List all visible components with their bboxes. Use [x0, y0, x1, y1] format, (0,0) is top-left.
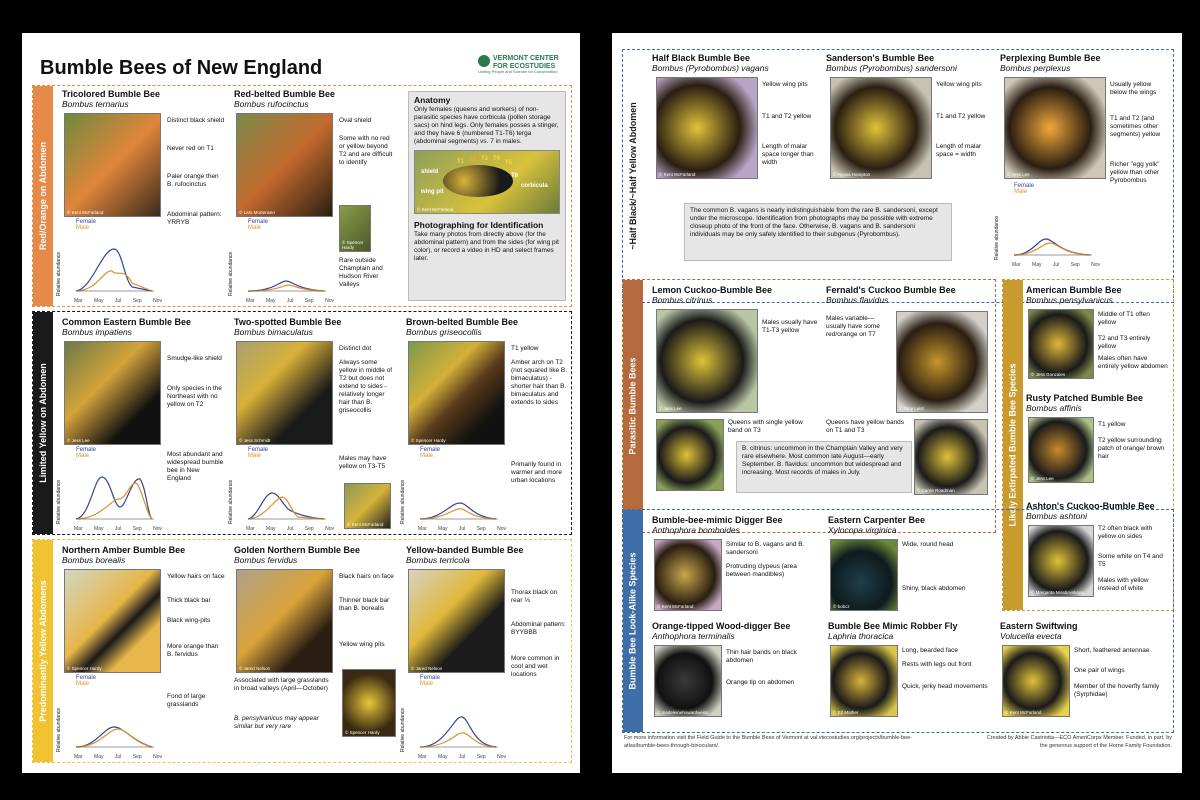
species-name: Northern Amber Bumble Bee: [62, 545, 186, 555]
note: Quick, jerky head movements: [902, 683, 988, 690]
species-sci-name: Volucella evecta: [1000, 631, 1062, 641]
curves: [228, 447, 334, 532]
note: Smudge-like shield: [167, 355, 222, 362]
bee-illustration: [443, 165, 513, 197]
species-card: [228, 89, 399, 304]
phenology-chart: Female Male Relative abundance Mar May Jul Sep Nov: [400, 675, 506, 760]
species-sci-name: Anthophora bomboides: [652, 525, 740, 535]
note: B. pensylvanicus may appear similar but very rare: [234, 715, 319, 730]
species-name: Rusty Patched Bumble Bee: [1026, 393, 1144, 403]
species-photo: © Kent McFarland: [654, 539, 722, 611]
band-label: Likely Extirpated Bumble Bee Species: [1003, 280, 1023, 610]
note: Short, feathered antennae: [1074, 647, 1150, 654]
note: Distinct dot: [339, 345, 372, 352]
note: More common in cool and wet locations: [511, 655, 560, 678]
note: Wide, round head: [902, 541, 954, 548]
species-sci-name: Bombus flavidus: [826, 295, 889, 305]
species-sci-name: Bombus ashtoni: [1026, 511, 1087, 521]
note: Usually yellow below the wings: [1110, 81, 1157, 96]
species-card: [56, 545, 227, 760]
species-name: Fernald's Cuckoo Bumble Bee: [826, 285, 956, 295]
note: Queens with single yellow band on T3: [728, 419, 803, 434]
species-name: Common Eastern Bumble Bee: [62, 317, 192, 327]
species-card: [228, 317, 399, 532]
note: T1 yellow: [1098, 421, 1126, 428]
species-name: Brown-belted Bumble Bee: [406, 317, 519, 327]
note: More orange than B. fervidus: [167, 643, 219, 658]
logo-tagline: Uniting People and Science for Conservation: [478, 69, 558, 75]
note: Similar to B. vagans and B. sandersoni: [726, 541, 805, 556]
species-card: [56, 317, 227, 532]
note: Primarily found in warmer and more urban locations: [511, 461, 562, 484]
band-label: Bumble Bee Look-Alike Species: [623, 510, 643, 732]
species-photo: © madeleinehowardweiss: [654, 645, 722, 717]
note: Thin hair bands on black abdomen: [726, 649, 797, 664]
species-sci-name: Bombus ternarius: [62, 99, 129, 109]
note: One pair of wings: [1074, 667, 1125, 674]
anatomy-text: Only females (queens and workers) of non-parasitic species have corbicula (pollen storage sacs) on hind legs. Only females posses a stinger, and they have 6 (numbered T1-T6) terga (abdominal segments) vs. 7 in males.: [414, 105, 559, 146]
species-photo: © Margarita Mirabovskaya: [1028, 525, 1094, 597]
species-card: [400, 545, 571, 760]
species-card: [1026, 393, 1172, 497]
y-axis-label: Relative abundance: [56, 251, 62, 296]
note: T2 yellow surrounding patch of orange/ brown hair: [1098, 437, 1165, 460]
note: Some white on T4 and T5: [1098, 553, 1163, 568]
note: Thick black bar: [167, 597, 211, 604]
curves: [56, 447, 162, 532]
species-photo: © Jared Nelson: [408, 569, 505, 673]
note: Length of malar space = width: [936, 143, 982, 158]
species-sci-name: Bombus terricola: [406, 555, 470, 565]
species-sci-name: Bombus affinis: [1026, 403, 1082, 413]
curves: [400, 675, 506, 760]
phenology-chart: Female Male Relative abundance Mar May Jul Sep Nov: [994, 183, 1100, 268]
phenology-chart: Female Male Relative abundance Mar May Jul Sep Nov: [56, 675, 162, 760]
species-name: Perplexing Bumble Bee: [1000, 53, 1101, 63]
note: Abdominal pattern: YRRYB: [167, 211, 222, 226]
legend-female: Female: [76, 219, 97, 225]
species-photo: © Jess Schmidt: [236, 341, 333, 445]
band-label: ~Half Black/~Half Yellow Abdomen: [623, 50, 643, 302]
phenology-chart: Female Male Relative abundance Mar May Jul Sep Nov: [56, 219, 162, 304]
anatomy-box: [408, 91, 566, 301]
species-card: [652, 621, 824, 727]
note: Fond of large grasslands: [167, 693, 206, 708]
note: Queens have yellow bands on T1 and T3: [826, 419, 905, 434]
photo-text: Take many photos from directly above (for the abdominal pattern) and from the sides (for wing pit color), or record a video in HD and select frames later.: [414, 230, 559, 263]
species-name: Ashton's Cuckoo-Bumble Bee: [1026, 501, 1155, 511]
page-2: [612, 33, 1182, 773]
note: Black hairs on face: [339, 573, 394, 580]
species-sci-name: Bombus perplexus: [1000, 63, 1071, 73]
species-photo: © Lars Mortensen: [236, 113, 333, 217]
note: Rests with legs out front: [902, 661, 972, 668]
note: Yellow wing pits: [339, 641, 385, 648]
species-card: [1026, 501, 1172, 607]
species-name: Tricolored Bumble Bee: [62, 89, 161, 99]
species-card: [56, 89, 227, 304]
note: Orange tip on abdomen: [726, 679, 795, 686]
note: Amber arch on T2 (not squared like B. bimaculatus) - shorter hair than B. bimaculatus and extends to sides: [511, 359, 568, 406]
parasite-note: B. citrinus: uncommon in the Champlain Valley and very rare elsewhere. Most common late August—early September. B. flavidus: uncommon but widespread and increasing. Most records of males in July.: [736, 441, 912, 493]
logo-line2: FOR ECOSTUDIES: [493, 62, 556, 70]
species-sci-name: Bombus fervidus: [234, 555, 298, 565]
species-card: [826, 53, 991, 203]
note: Distinct black shield: [167, 117, 225, 124]
note: Always some yellow in middle of T2 but does not extend to sides - relatively longer hair than B. griseocollis: [339, 359, 393, 414]
species-card: [652, 53, 817, 203]
vce-logo-icon: [478, 55, 490, 67]
vce-logo: [478, 55, 570, 75]
phenology-chart: Female Male Relative abundance Mar May Jul Sep Nov: [228, 219, 334, 304]
species-card: [1000, 621, 1172, 727]
note: Yellow hairs on face: [167, 573, 225, 580]
note: Never red on T1: [167, 145, 214, 152]
species-photo-2: [656, 419, 724, 491]
species-photo: © Jess Lee: [656, 309, 758, 413]
species-sci-name: Bombus citrinus: [652, 295, 713, 305]
species-sci-name: Bombus (Pyrobombus) sandersoni: [826, 63, 957, 73]
note: T1 and T2 yellow: [762, 113, 812, 120]
species-sci-name: Bombus pensylvanicus: [1026, 295, 1113, 305]
species-card: [828, 515, 994, 619]
species-photo: © Jess Lee: [1028, 417, 1094, 483]
species-name: Two-spotted Bumble Bee: [234, 317, 342, 327]
species-sci-name: Bombus bimaculatus: [234, 327, 313, 337]
species-name: Yellow-banded Bumble Bee: [406, 545, 524, 555]
note: Only species in the Northeast with no yellow on T2: [167, 385, 222, 408]
note: Long, bearded face: [902, 647, 959, 654]
note: Length of malar space longer than width: [762, 143, 814, 166]
note: Males often have entirely yellow abdomen: [1098, 355, 1168, 370]
note: T1 and T2 yellow: [936, 113, 986, 120]
footer-right: Created by Abbie Castriotta—ECO AmeriCorps Member. Funded, in part, by the generous support of the Horne Family Foundation.: [986, 735, 1172, 749]
species-name: Bumble Bee Mimic Robber Fly: [828, 621, 958, 631]
band-label: Parasitic Bumble Bees: [623, 280, 643, 532]
species-card: [828, 621, 994, 727]
page-title: Bumble Bees of New England: [40, 57, 323, 79]
note: Males variable—usually have some red/orange on T7: [826, 315, 880, 338]
note: T1 yellow: [511, 345, 539, 352]
species-photo: © Jess Lee: [1004, 77, 1106, 179]
species-name: Lemon Cuckoo-Bumble Bee: [652, 285, 773, 295]
phenology-chart: Female Male Relative abundance Mar May Jul Sep Nov: [400, 447, 506, 532]
species-name: American Bumble Bee: [1026, 285, 1122, 295]
curves: [400, 447, 506, 532]
vagans-note: The common B. vagans is nearly indistinguishable from the rare B. sandersoni, except under the microscope. Identification from photographs may be possible with extreme closeup photo of the front of the face. Otherwise, B. vagans and B. sandersoni individuals may be only safely identified to their subgenus (Pyrobombus).: [684, 203, 952, 261]
note: Males may have yellow on T3-T5: [339, 455, 387, 470]
note: Some with no red or yellow beyond T2 and are difficult to identify: [339, 135, 393, 166]
species-sci-name: Bombus griseocollis: [406, 327, 482, 337]
species-sci-name: Anthophora terminalis: [652, 631, 735, 641]
note: Yellow wing pits: [762, 81, 808, 88]
species-photo: © Alyssa Hampton: [830, 77, 932, 179]
band-label: Red/Orange on Abdomen: [33, 86, 53, 306]
phenology-chart: Female Male Relative abundance Mar May Jul Sep Nov: [228, 447, 334, 532]
curves: [56, 675, 162, 760]
species-sci-name: Bombus (Pyrobombus) vagans: [652, 63, 769, 73]
species-name: Red-belted Bumble Bee: [234, 89, 336, 99]
species-photo: © Kent McFarland: [1002, 645, 1070, 717]
species-name: Bumble-bee-mimic Digger Bee: [652, 515, 783, 525]
phenology-chart: Female Male Relative abundance Mar May Jul Sep Nov: [56, 447, 162, 532]
species-sci-name: Xylocopa virginica: [828, 525, 897, 535]
legend-male: Male: [76, 225, 90, 232]
note: Associated with large grasslands in broad valleys (April—October): [234, 677, 329, 692]
species-photo: © Ed Mather: [830, 645, 898, 717]
note: Males usually have T1-T3 yellow: [762, 319, 818, 334]
species-photo: © Jess Lee: [64, 341, 161, 445]
species-name: Orange-tipped Wood-digger Bee: [652, 621, 791, 631]
note: T2 and T3 entirely yellow: [1098, 335, 1151, 350]
note: Black wing-pits: [167, 617, 211, 624]
species-sci-name: Bombus borealis: [62, 555, 126, 565]
species-photo: © Jared Nelson: [236, 569, 333, 673]
species-name: Eastern Swiftwing: [1000, 621, 1078, 631]
species-photo-2: © Carrie Roadman: [914, 419, 988, 495]
note: T1 and T2 (and sometimes other segments) yellow: [1110, 115, 1161, 138]
species-name: Sanderson's Bumble Bee: [826, 53, 935, 63]
note: Males with yellow instead of white: [1098, 577, 1149, 592]
note: Abdominal pattern: BYYBBB: [511, 621, 566, 636]
note: Member of the hoverfly family (Syrphidae): [1074, 683, 1160, 698]
species-name: Golden Northern Bumble Bee: [234, 545, 361, 555]
species-sci-name: Laphria thoracica: [828, 631, 894, 641]
species-photo-inset: © Spencer Hardy: [339, 205, 371, 252]
species-photo: © Kent McFarland: [656, 77, 758, 179]
species-card: [234, 545, 399, 760]
species-card: [1026, 285, 1172, 389]
species-name: Eastern Carpenter Bee: [828, 515, 926, 525]
species-card: [400, 317, 571, 532]
curves: [228, 219, 334, 304]
species-photo: © Kent McFarland: [64, 113, 161, 217]
species-photo-inset: © Spencer Hardy: [342, 669, 396, 737]
note: Yellow wing pits: [936, 81, 982, 88]
note: Shiny, black abdomen: [902, 585, 966, 592]
species-photo: © bobcz: [830, 539, 898, 611]
anatomy-heading: Anatomy: [414, 95, 451, 105]
species-sci-name: Bombus impatiens: [62, 327, 132, 337]
species-card: [994, 53, 1168, 275]
footer-left: For more information visit the Field Guide to the Bumble Bees of Vermont at val.vtecostudies.org/projects/bumble-bee-atlas/bumble-bees-through-binoculars/.: [624, 735, 912, 749]
species-card: [652, 515, 824, 619]
band-label: Limited Yellow on Abdomen: [33, 312, 53, 534]
band-label: Predominantly Yellow Abdomens: [33, 540, 53, 762]
note: Richer "egg yolk" yellow than other Pyrobombus: [1110, 161, 1160, 184]
note: Rare outside Champlain and Hudson River Valleys: [339, 257, 383, 288]
note: Middle of T1 often yellow: [1098, 311, 1150, 326]
species-photo: © Jess Gonzales: [1028, 309, 1094, 379]
species-photo-inset: © Kent McFarland: [344, 483, 391, 529]
page-1: [22, 33, 580, 773]
logo-line1: VERMONT CENTER: [493, 55, 559, 62]
note: Oval shield: [339, 117, 372, 124]
note: Paler orange then B. rufocinctus: [167, 173, 219, 188]
curves: [994, 183, 1100, 268]
anatomy-photo: shield T1 T2 T3 T4 T5 T6 corbicula wing pit © Kent McFarland: [414, 150, 560, 214]
species-sci-name: Bombus rufocinctus: [234, 99, 309, 109]
species-name: Half Black Bumble Bee: [652, 53, 751, 63]
note: T2 often black with yellow on sides: [1098, 525, 1153, 540]
photo-heading: Photographing for Identification: [414, 220, 544, 231]
species-photo: © Tony Leist: [896, 311, 988, 413]
note: Protruding clypeus (area between mandibles): [726, 563, 797, 578]
species-photo: © Spencer Hardy: [64, 569, 161, 673]
note: Most abundant and widespread bumble bee in New England: [167, 451, 224, 482]
note: Thinner black bar than B. borealis: [339, 597, 390, 612]
note: Thorax black on rear ⅓: [511, 589, 558, 604]
species-photo: © Spencer Hardy: [408, 341, 505, 445]
